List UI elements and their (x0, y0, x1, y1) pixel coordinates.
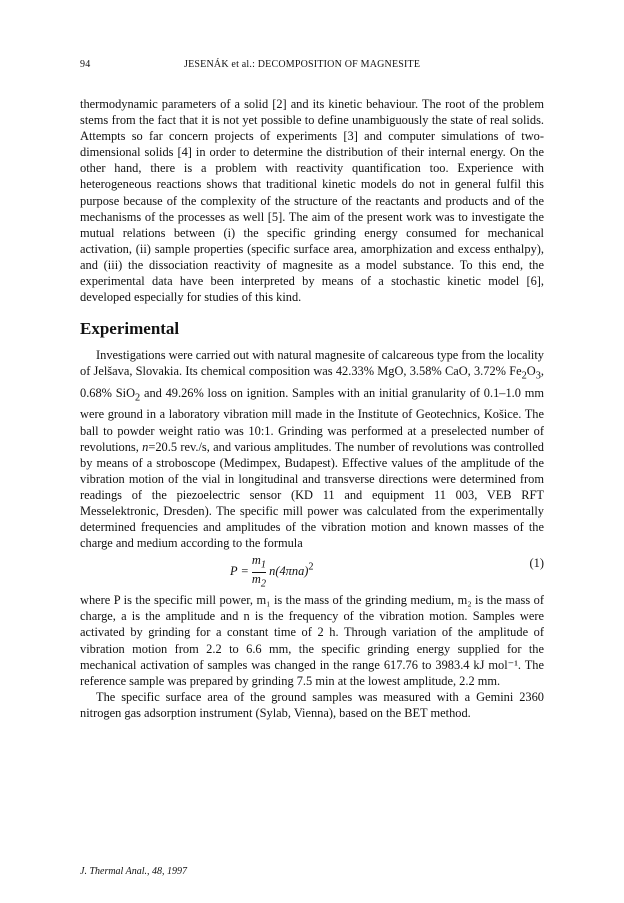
equation-fraction (252, 554, 266, 590)
p1-sub-si: 2 (135, 392, 141, 404)
equation-block (80, 554, 544, 588)
equation (230, 554, 314, 590)
experimental-paragraph-2: where P is the specific mill power, m₁ is the mass of the grinding medium, m₂ is the mass of charge, a is the amplitude and n is the frequency of the vibration motion. Samples were activated by grinding for a constant time of 2 h. Through variation of the amplitude of vibration motion from 2.2 to 6.6 mm, the specific grinding energy supplied for the mechanical activation of samples was changed in the range 617.76 to 3983.4 kJ mol⁻¹. The reference sample was prepared by grinding 7.5 min at the lowest amplitude, 2.2 mm. (80, 593, 544, 688)
section-heading-wrapper (80, 319, 544, 339)
intro-paragraph: thermodynamic parameters of a solid [2] and its kinetic behaviour. The root of the problem stems from the fact that it is not yet possible to define unambiguously the state of real solids. Attempts so far concern projects of experiments [3] and computer simulations of two-dimensional solids [4] in order to determine the distribution of their internal energy. On the other hand, there is a problem with reactivity quantification too. Experience with heterogeneous reactions shows that traditional kinetic models do not in general fulfil this purpose because of the complexity of the structure of the reactants and products and of the mechanisms of the processes as well [5]. The aim of the present work was to investigate the mutual relations between (i) the specific grinding energy consumed for mechanical activation, (ii) sample properties (specific surface area, amorphization and excess enthalpy), and (iii) the dissociation reactivity of magnesite as a model substance. To this end, the experimental data have been interpreted by means of a stochastic kinetic model [6], developed especially for studies of this kind. (80, 97, 544, 305)
equation-numerator: $m_1$ (251, 553, 267, 571)
p1-sub-fe: 2 (521, 370, 527, 382)
p1-text-b: O (526, 364, 536, 379)
running-head: JESENÁK et al.: DECOMPOSITION OF MAGNESITE (184, 59, 421, 70)
equation-rhs: n(4πna) (269, 564, 309, 579)
p1-text-a: Investigations were carried out with natural magnesite of calcareous type from the locality of Jelšava, Slovakia. Its chemical composition was 42.33% MgO, 3.58% CaO, 3.72% Fe (80, 348, 544, 379)
page-number: 94 (80, 59, 91, 70)
equation-number: (1) (529, 556, 544, 571)
journal-citation: J. Thermal Anal., 48, 1997 (80, 866, 188, 877)
running-header (80, 59, 544, 73)
experimental-paragraph-3: The specific surface area of the ground samples was measured with a Gemini 2360 nitrogen gas adsorption instrument (Sylab, Vienna), based on the BET method. (80, 689, 544, 720)
p1-text-c: , 0.68% SiO (80, 364, 544, 400)
p1-text-d: and 49.26% loss on ignition. Samples with an initial granularity of 0.1–1.0 mm were ground in a laboratory vibration mill made in the Institute of Geotechnics, Košice. The ball to powder weight ratio was 10:1. Grinding was performed at a preselected number of revolutions, (80, 385, 544, 454)
p1-var-n: n (142, 439, 149, 454)
equation-denominator: $m_2$ (251, 571, 267, 590)
section-heading: Experimental (80, 319, 180, 339)
p1-text-e: =20.5 rev./s, and various amplitudes. The number of revolutions was controlled by means of a stroboscope (Medimpex, Budapest). Effective values of the amplitude of the vibration motion of the vial in longitudinal and transverse directions were determined from readings of the piezoelectric sensor (KD 11 and equipment 11 003, VEB RFT Messelektronic, Dresden). The specific mill power was calculated from the experimentally determined frequencies and amplitudes of the vibration motion and known masses of the charge and medium according to the formula (80, 439, 544, 551)
p1-sub-o: 3 (535, 370, 541, 382)
equation-lhs: P = (230, 564, 249, 579)
experimental-paragraph-1 (80, 347, 544, 551)
page-content (80, 96, 544, 721)
equation-rhs-exponent: 2 (308, 561, 314, 573)
